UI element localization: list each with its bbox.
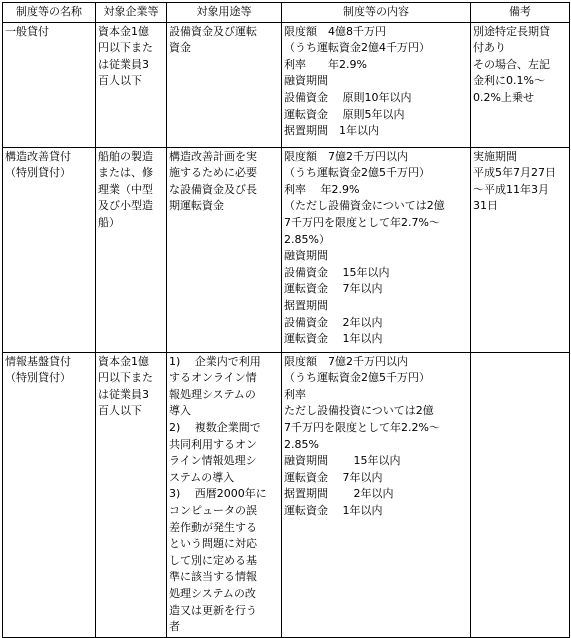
content-line: 利率 年2.9% bbox=[284, 182, 360, 196]
table-row bbox=[3, 147, 570, 352]
remarks-line: 別途特定長期貸 bbox=[473, 24, 550, 38]
content-line: 限度額 7億2千万円以内 bbox=[284, 354, 408, 368]
use-cell bbox=[167, 352, 282, 637]
name-cell bbox=[3, 22, 96, 147]
target-line: 資本金1億 bbox=[98, 354, 149, 368]
content-cell bbox=[282, 352, 471, 637]
content-line: 運転資金 7年以内 bbox=[284, 470, 383, 484]
remarks-line: 0.2%上乗せ bbox=[473, 90, 534, 104]
use-line: ステムの導入 bbox=[169, 470, 235, 484]
use-line: コンピュータの誤 bbox=[169, 503, 257, 517]
target-line: は従業員3 bbox=[98, 387, 149, 401]
use-line: 者 bbox=[169, 620, 180, 634]
table-row bbox=[3, 352, 570, 637]
target-line: 船） bbox=[98, 215, 120, 229]
remarks-line: 31日 bbox=[473, 199, 498, 213]
use-line: して別に定める基 bbox=[169, 553, 257, 567]
use-line: 資金 bbox=[169, 41, 191, 55]
content-line: 運転資金 原則5年以内 bbox=[284, 107, 405, 121]
content-line: （うち運転資金2億4千万円） bbox=[284, 41, 430, 55]
use-line: 差作動が発生する bbox=[169, 520, 257, 534]
header-target: 対象企業等 bbox=[96, 3, 167, 23]
target-cell bbox=[96, 352, 167, 637]
remarks-cell bbox=[471, 352, 570, 637]
content-line: 7千万円を限度として年2.7%～ bbox=[284, 215, 440, 229]
name-line: 構造改善貸付 bbox=[5, 149, 71, 163]
target-line: 資本金1億 bbox=[98, 24, 149, 38]
use-line: するオンライン情 bbox=[169, 371, 257, 385]
content-line: 2.85%） bbox=[284, 232, 330, 246]
name-line: 情報基盤貸付 bbox=[5, 354, 71, 368]
use-line: 施するために必要 bbox=[169, 166, 257, 180]
content-line: 設備資金 原則10年以内 bbox=[284, 90, 412, 104]
content-line: 融資期間 15年以内 bbox=[284, 454, 401, 468]
remarks-cell bbox=[471, 147, 570, 352]
table-row bbox=[3, 22, 570, 147]
name-line: 一般貸付 bbox=[5, 24, 49, 38]
content-line: 7千万円を限度として年2.2%～ bbox=[284, 420, 440, 434]
remarks-line: 付あり bbox=[473, 41, 506, 55]
target-line: または、修 bbox=[98, 166, 153, 180]
use-line: 1) 企業内で利用 bbox=[169, 354, 261, 368]
name-cell bbox=[3, 147, 96, 352]
content-line: 限度額 7億2千万円以内 bbox=[284, 149, 408, 163]
content-line: 据置期間 2年以内 bbox=[284, 487, 394, 501]
content-line: （うち運転資金2億5千万円） bbox=[284, 371, 430, 385]
target-line: 理業（中型 bbox=[98, 182, 153, 196]
target-line: 円以下また bbox=[98, 371, 153, 385]
content-line: 限度額 4億8千万円 bbox=[284, 24, 386, 38]
content-line: （ただし設備資金については2億 bbox=[284, 199, 445, 213]
target-line: 百人以下 bbox=[98, 74, 142, 88]
use-line: な設備資金及び長 bbox=[169, 182, 257, 196]
name-line: （特別貸付） bbox=[5, 166, 71, 180]
content-cell bbox=[282, 147, 471, 352]
use-line: 共同利用するオン bbox=[169, 437, 257, 451]
use-line: という問題に対応 bbox=[169, 537, 257, 551]
remarks-line: 平成5年7月27日 bbox=[473, 166, 556, 180]
loan-table bbox=[2, 2, 570, 638]
use-line: 構造改善計画を実 bbox=[169, 149, 257, 163]
content-line: （うち運転資金2億5千万円） bbox=[284, 166, 430, 180]
content-line: 据置期間 1年以内 bbox=[284, 124, 379, 138]
header-use: 対象用途等 bbox=[167, 3, 282, 23]
name-cell bbox=[3, 352, 96, 637]
content-line: ただし設備投資については2億 bbox=[284, 404, 434, 418]
remarks-line: ～平成11年3月 bbox=[473, 182, 549, 196]
content-line: 融資期間 bbox=[284, 249, 328, 263]
use-line: 準に該当する情報 bbox=[169, 570, 257, 584]
content-line: 設備資金 15年以内 bbox=[284, 265, 390, 279]
header-name: 制度等の名称 bbox=[3, 3, 96, 23]
target-line: 百人以下 bbox=[98, 404, 142, 418]
use-line: 2) 複数企業間で bbox=[169, 420, 261, 434]
content-cell bbox=[282, 22, 471, 147]
target-cell bbox=[96, 22, 167, 147]
content-line: 2.85% bbox=[284, 437, 319, 451]
target-line: 船舶の製造 bbox=[98, 149, 153, 163]
target-line: 及び小型造 bbox=[98, 199, 153, 213]
use-cell bbox=[167, 147, 282, 352]
use-line: 設備資金及び運転 bbox=[169, 24, 257, 38]
remarks-cell bbox=[471, 22, 570, 147]
content-line: 運転資金 7年以内 bbox=[284, 282, 383, 296]
name-line: （特別貸付） bbox=[5, 371, 71, 385]
content-line: 据置期間 bbox=[284, 298, 328, 312]
remarks-line: 金利に0.1%～ bbox=[473, 74, 545, 88]
use-line: 処理システムの改 bbox=[169, 586, 256, 600]
target-line: 円以下また bbox=[98, 41, 153, 55]
remarks-line: その場合、左記 bbox=[473, 57, 550, 71]
header-row bbox=[3, 3, 570, 23]
use-line: 導入 bbox=[169, 404, 191, 418]
use-line: 期運転資金 bbox=[169, 199, 224, 213]
use-cell bbox=[167, 22, 282, 147]
target-cell bbox=[96, 147, 167, 352]
header-remarks: 備考 bbox=[471, 3, 570, 23]
content-line: 運転資金 1年以内 bbox=[284, 503, 383, 517]
use-line: 3) 西暦2000年に bbox=[169, 487, 267, 501]
content-line: 運転資金 1年以内 bbox=[284, 332, 383, 346]
content-line: 融資期間 bbox=[284, 74, 328, 88]
header-content: 制度等の内容 bbox=[282, 3, 471, 23]
use-line: ライン情報処理シ bbox=[169, 454, 257, 468]
content-line: 利率 年2.9% bbox=[284, 57, 367, 71]
remarks-line: 実施期間 bbox=[473, 149, 517, 163]
target-line: は従業員3 bbox=[98, 57, 149, 71]
use-line: 報処理システムの bbox=[169, 387, 256, 401]
content-line: 設備資金 2年以内 bbox=[284, 315, 383, 329]
use-line: 造又は更新を行う bbox=[169, 603, 257, 617]
content-line: 利率 bbox=[284, 387, 306, 401]
